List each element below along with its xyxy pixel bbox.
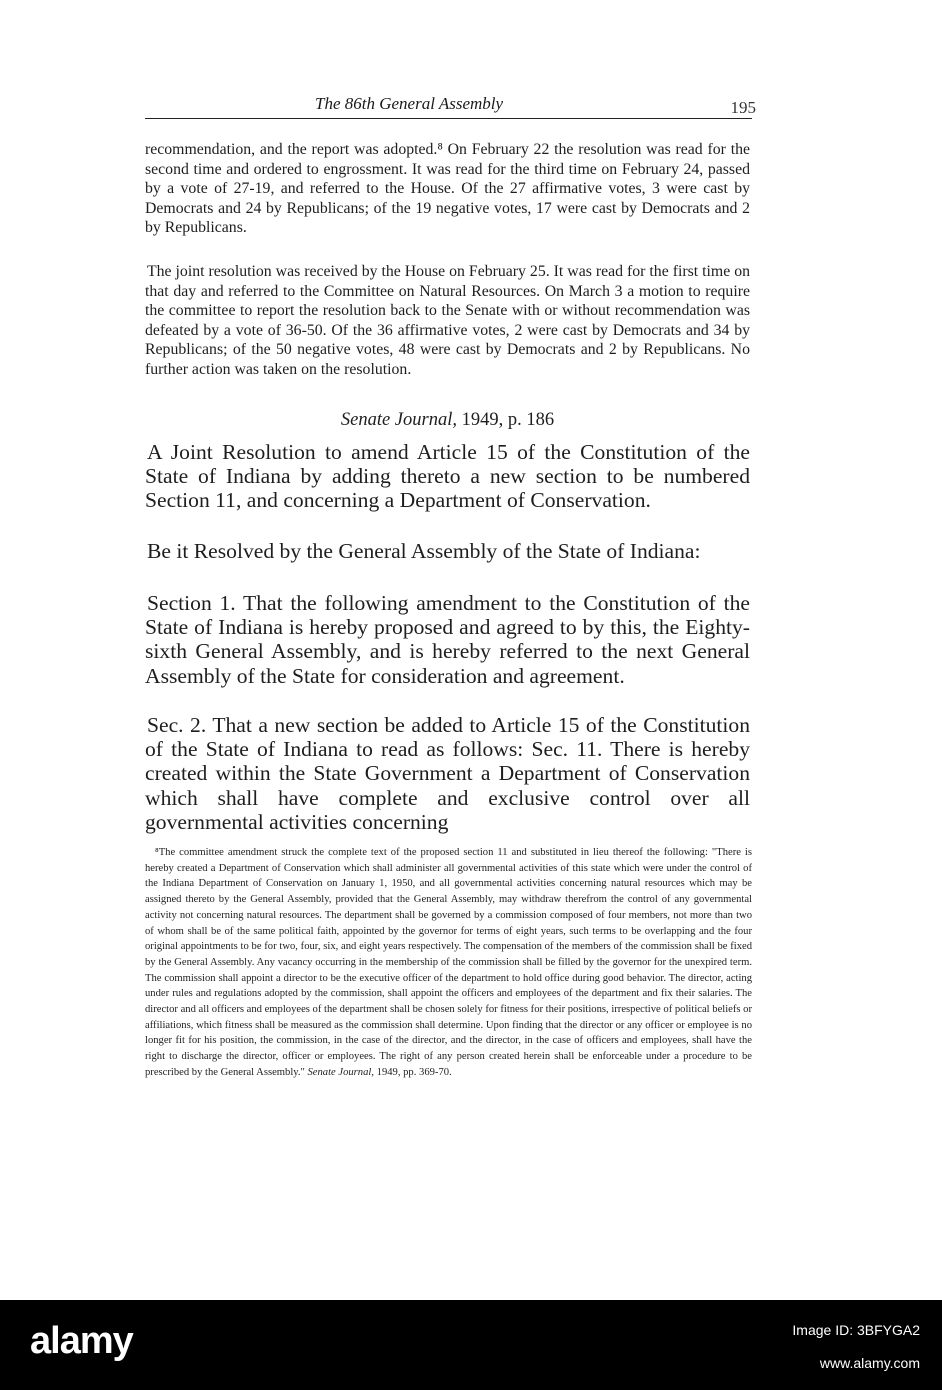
- resolution-title: A Joint Resolution to amend Article 15 of the Constitution of the State of Indiana by adding thereto a new section to be numbered Section 11, and concerning a Department of Conservation.: [145, 440, 750, 513]
- footnote-citation-ref: 1949, pp. 369-70.: [374, 1066, 452, 1078]
- running-title: The 86th General Assembly: [315, 94, 504, 113]
- resolution-section-2: Sec. 2. That a new section be added to Article 15 of the Constitution of the State of Indiana to read as follows: Sec. 11. There is hereby created within the State Government a Department of Conservation which shall have complete and exclusive control over all governmental activities concerning: [145, 713, 750, 834]
- paragraph-senate-vote: recommendation, and the report was adopted.⁸ On February 22 the resolution was read for the second time and ordered to engrossment. It was read for the third time on February 24, passed by a vote of 27-19, and referred to the House. Of the 27 affirmative votes, 3 were cast by Democrats and 24 by Republicans; of the 19 negative votes, 17 were cast by Democrats and 2 by Republicans.: [145, 141, 750, 237]
- source-journal-title: Senate Journal,: [340, 410, 457, 430]
- resolution-enacting-clause: Be it Resolved by the General Assembly of the State of Indiana:: [147, 539, 701, 563]
- running-header: [145, 92, 756, 119]
- watermark-bar: [0, 1300, 942, 1390]
- paragraph-house-action: The joint resolution was received by the House on February 25. It was read for the first time on that day and referred to the Committee on Natural Resources. On March 3 a motion to require the committee to report the resolution back to the Senate with or without recommendation was defeated by a vote of 36-50. Of the 36 affirmative votes, 2 were cast by Democrats and 34 by Republicans; of the 50 negative votes, 48 were cast by Democrats and 2 by Republicans. No further action was taken on the resolution.: [145, 263, 750, 378]
- alamy-logo: alamy: [30, 1320, 133, 1362]
- footnote-citation-title: Senate Journal,: [307, 1066, 374, 1078]
- page-number: 195: [730, 98, 756, 117]
- resolution-section-1: Section 1. That the following amendment to the Constitution of the State of Indiana is hereby proposed and agreed to by this, the Eighty-sixth General Assembly, and is hereby referred to the next General Assembly of the State for consideration and agreement.: [145, 591, 750, 688]
- source-journal-ref: 1949, p. 186: [457, 410, 555, 430]
- footnote-8: [145, 845, 752, 1081]
- source-heading: [145, 410, 750, 431]
- footnote-text: ⁸The committee amendment struck the complete text of the proposed section 11 and substituted in lieu thereof the following: "There is hereby created a Department of Conservation which shall administer all governmental activities of this state which were under the control of the Indiana Department of Conservation on January 1, 1950, and all governmental activities concerning natural resources which may be assigned thereto by the General Assembly, provided that the General Assembly, may withdraw therefrom the control of any governmental activity not concerning natural resources. The department shall be governed by a commission composed of four members, not more than two of whom shall be of the same political faith, appointed by the governor for terms of eight years, such terms to be overlapping and the four original appointments to be for two, four, six, and eight years respectively. The compensation of the members of the commission shall be fixed by the General Assembly. Any vacancy occurring in the membership of the commission shall be filled by the governor for the unexpired term. The commission shall appoint a director to be the executive officer of the department to hold office during good behavior. The director, acting under rules and regulations adopted by the commission, shall appoint the officers and employees of the department and fix their salaries. The director and all officers and employees of the department shall be chosen solely for fitness for their positions, irrespective of political beliefs or affiliations, which fitness shall be measured as the commission shall determine. Upon finding that the director or any officer or employee is no longer fit for his position, the commission, in the case of the director, and the director, in the case of officers and employees, shall have the right to discharge the director, officer or employees. The right of any person created herein shall be enforceable under a procedure to be prescribed by the General Assembly.": [145, 847, 752, 1078]
- watermark-url: www.alamy.com: [819, 1355, 920, 1371]
- image-id-label: Image ID: 3BFYGA2: [792, 1322, 920, 1338]
